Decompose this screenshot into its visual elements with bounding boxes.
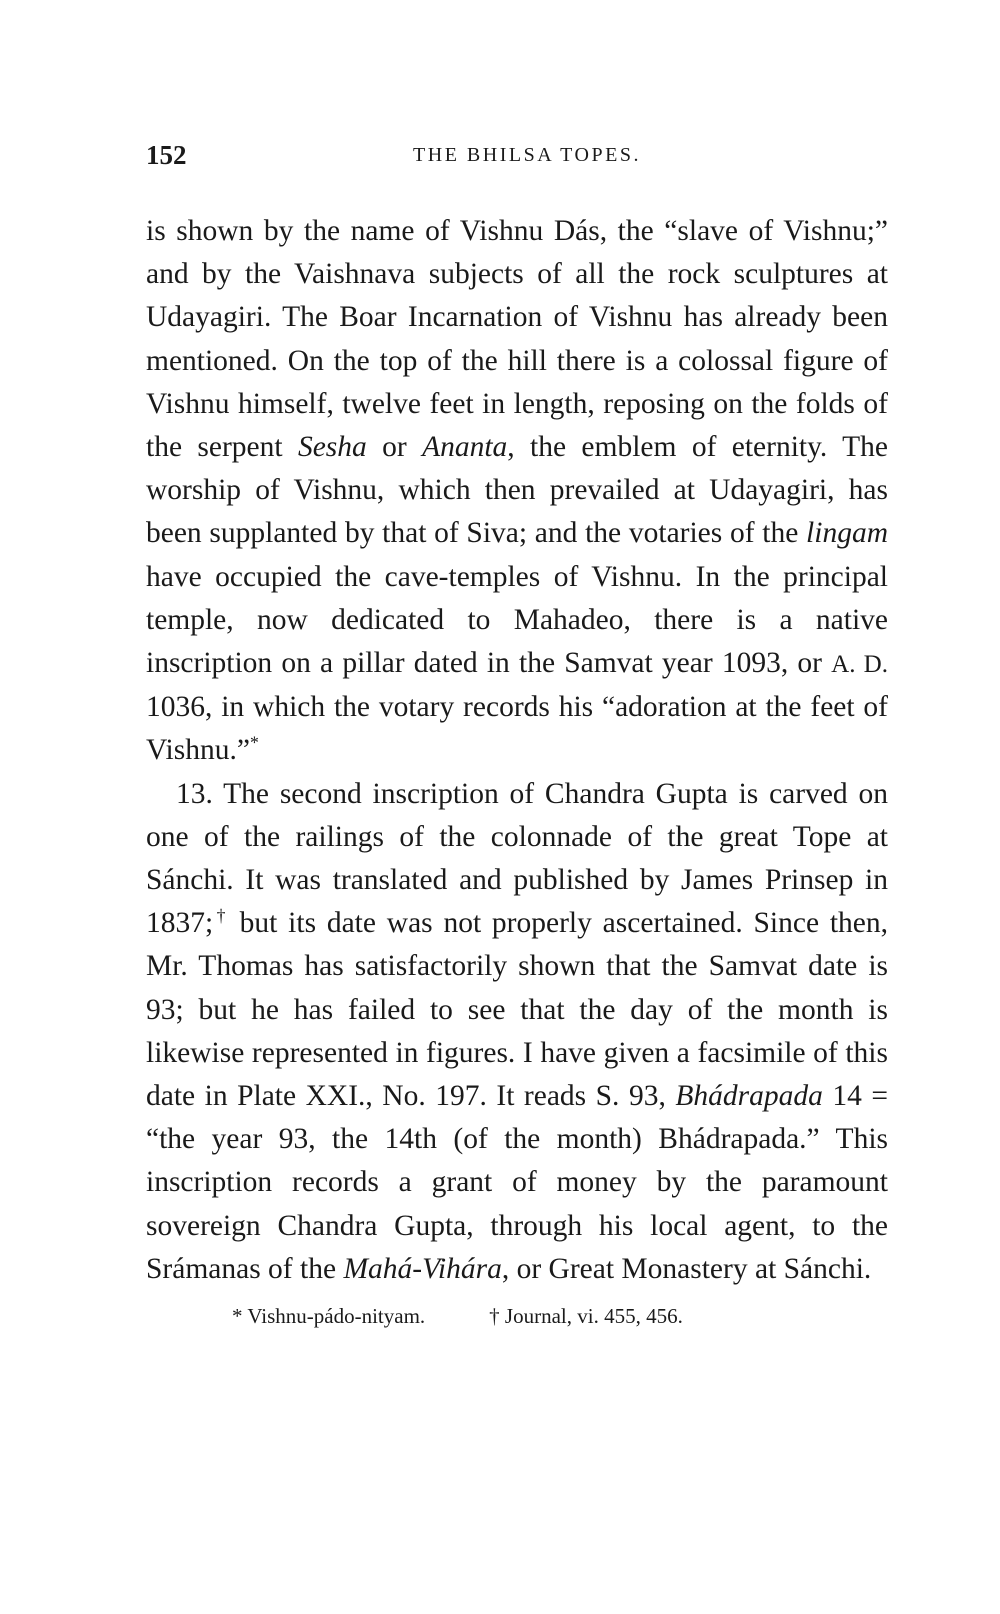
paragraph-1: [146, 210, 888, 773]
text-run: or: [366, 431, 423, 464]
footnote-1: * Vishnu-pádo-nityam.: [232, 1304, 426, 1329]
body-text: [146, 210, 888, 1291]
italic-term: Mahá-Vihára: [343, 1252, 502, 1285]
italic-term: lingam: [806, 517, 888, 550]
italic-term: Sesha: [297, 431, 367, 464]
running-head: THE BHILSA TOPES.: [413, 144, 641, 166]
text-run: , or Great Monastery at Sánchi.: [501, 1252, 872, 1285]
text-run: 14 = “the year 93, the 14th (of the month) Bhádrapada.” This inscription records a grant of money by the paramount sovereign Chandra Gupta, through his local agent, to the Srámanas of the: [146, 1080, 889, 1285]
book-page: [146, 140, 888, 1331]
text-run: have occupied the cave-temples of Vishnu. In the principal temple, now dedicated to Mahadeo, there is a native inscription on a pillar dated in the Samvat year 1093, or: [146, 560, 888, 680]
page-number: 152: [146, 140, 187, 170]
text-run: 1036, in which the votary records his “adoration at the feet of Vishnu.”: [146, 691, 888, 767]
text-run: but its date was not properly ascertained. Since then, Mr. Thomas has satisfactorily shown that the Samvat date is 93; but he has failed to see that the day of the month is likewise represented in figures. I have given a facsimile of this date in Plate XXI., No. 197. It reads S. 93,: [146, 907, 888, 1113]
footnote-marker: †: [213, 905, 229, 926]
text-run: , the emblem of eternity. The worship of Vishnu, which then prevailed at Udayagiri, has been supplanted by that of Siva; and the votaries of the: [146, 431, 888, 550]
paragraph-2: [146, 773, 888, 1291]
italic-term: Ananta: [422, 431, 508, 464]
text-run: is shown by the name of Vishnu Dás, the “slave of Vishnu;” and by the Vaishnava subjects of all the rock sculptures at Udayagiri. The Boar Incarnation of Vishnu has already been mentioned. On the top of the hill there is a colossal figure of Vishnu himself, twelve feet in length, reposing on the folds of the serpent: [146, 215, 888, 464]
footnotes: [146, 1301, 888, 1331]
text-run: 13. The second inscription of Chandra Gupta is carved on one of the railings of the colonnade of the great Tope at Sánchi. It was translated and published by James Prinsep in 1837;: [146, 777, 888, 940]
italic-term: Bhádrapada: [675, 1080, 823, 1113]
footnote-2: † Journal, vi. 455, 456.: [489, 1304, 683, 1329]
footnote-marker: *: [249, 732, 259, 753]
page-header: [146, 140, 888, 180]
era-abbreviation: A. D.: [831, 651, 888, 679]
